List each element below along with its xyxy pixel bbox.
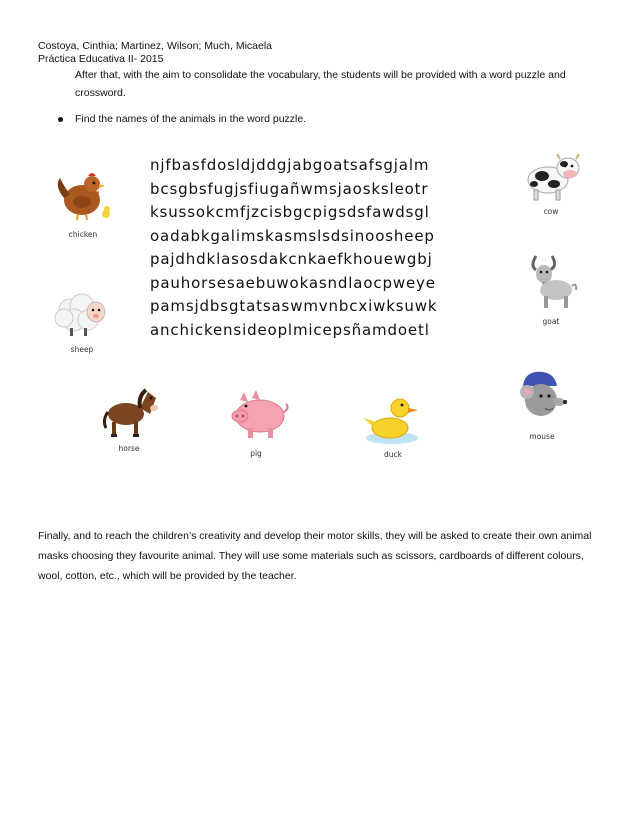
goat-image [522, 252, 580, 314]
sheep-image [50, 286, 112, 344]
puzzle-row: oadabkgalimskasmslsdsinoosheep [150, 226, 435, 245]
bullet-instruction: Find the names of the animals in the word puzzle. [75, 113, 307, 125]
horse-label: horse [118, 444, 140, 453]
cow-label: cow [543, 207, 559, 216]
chicken-image [48, 168, 114, 230]
puzzle-row: anchickensideoplmicepsñamdoetl [150, 320, 430, 339]
puzzle-row: ksussokcmfjzcisbgcpigsdsfawdsgl [150, 203, 430, 221]
puzzle-row: njfbasfdosldjddgjabgoatsafsgjalm [150, 156, 430, 174]
puzzle-row: pamsjdbsgtatsaswmvnbcxiwksuwk [150, 297, 438, 315]
goat-label: goat [542, 317, 560, 326]
puzzle-row: pauhorsesaebuwokasndlaocpweye [150, 273, 436, 292]
pig-image [222, 390, 290, 446]
puzzle-row: bcsgbsfugjsfiugañwmsjaosksleotr [150, 179, 429, 198]
pig-label: pig [250, 449, 262, 458]
header-authors: Costoya, Cinthia; Martinez, Wilson; Much, Micaela [38, 40, 272, 52]
word-puzzle [150, 154, 495, 342]
header-course: Práctica Educativa II- 2015 [38, 53, 164, 65]
mouse-label: mouse [529, 432, 555, 441]
duck-label: duck [384, 450, 402, 459]
closing-paragraph: Finally, and to reach the children’s creativity and develop their motor skills, they will be asked to create their own animal masks choosing they favourite animal. They will use some materials such as scissors, cardboards of different colours, wool, cotton, etc., which will be provided by the teacher. [38, 530, 592, 582]
sheep-label: sheep [70, 345, 94, 354]
cow-image [522, 150, 584, 206]
chicken-label: chicken [68, 230, 98, 239]
horse-image [100, 386, 162, 442]
bullet-icon [58, 117, 63, 122]
puzzle-row: pajdhdklasosdakcnkaefkhouewgbj [150, 250, 433, 268]
duck-image [362, 388, 424, 446]
mouse-image [515, 368, 573, 428]
intro-paragraph: After that, with the aim to consolidate the vocabulary, the students will be provided with a word puzzle and crossword. [75, 69, 566, 99]
